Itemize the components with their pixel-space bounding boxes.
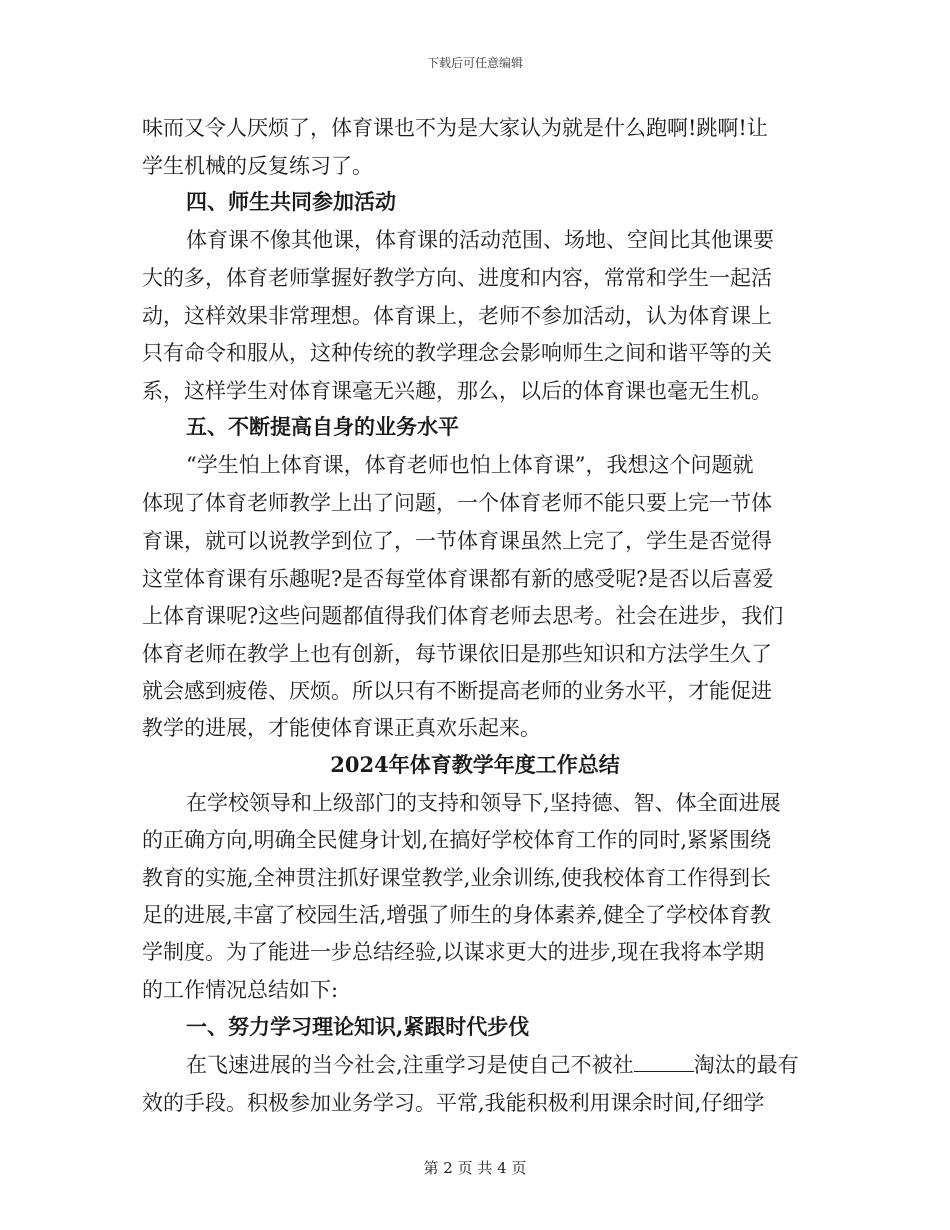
text-line: “学生怕上体育课，体育老师也怕上体育课”，我想这个问题就 bbox=[186, 453, 754, 477]
text-segment: 淘汰的最有 bbox=[693, 1053, 799, 1077]
section-heading: 五、不断提高自身的业务水平 bbox=[186, 414, 459, 439]
text-line: 教育的实施,全神贯注抓好课堂教学,业余训练,使我校体育工作得到长 bbox=[142, 866, 772, 890]
blank-underline bbox=[634, 1051, 694, 1072]
text-line: 大的多，体育老师掌握好教学方向、进度和内容，常常和学生一起活 bbox=[142, 266, 772, 290]
text-line bbox=[186, 1051, 856, 1079]
text-line: 上体育课呢?这些问题都值得我们体育老师去思考。社会在进步，我们 bbox=[142, 604, 784, 628]
text-line: 就会感到疲倦、厌烦。所以只有不断提高老师的业务水平，才能促进 bbox=[142, 679, 772, 703]
section-heading: 一、努力学习理论知识,紧跟时代步伐 bbox=[186, 1014, 530, 1039]
text-line: 的工作情况总结如下: bbox=[142, 978, 339, 1002]
document-title: 2024年体育教学年度工作总结 bbox=[330, 752, 620, 777]
text-line: 育课，就可以说教学到位了，一节体育课虽然上完了，学生是否觉得 bbox=[142, 529, 772, 553]
text-line: 体育老师在教学上也有创新，每节课依旧是那些知识和方法学生久了 bbox=[142, 642, 772, 666]
text-line: 足的进展,丰富了校园生活,增强了师生的身体素养,健全了学校体育教 bbox=[142, 903, 772, 927]
text-line: 这堂体育课有乐趣呢?是否每堂体育课都有新的感受呢?是否以后喜爱 bbox=[142, 567, 774, 591]
text-line: 味而又令人厌烦了，体育课也不为是大家认为就是什么跑啊!跳啊!让 bbox=[142, 116, 768, 140]
text-line: 的正确方向,明确全民健身计划,在搞好学校体育工作的同时,紧紧围绕 bbox=[142, 828, 772, 852]
text-segment: 在飞速进展的当今社会,注重学习是使自己不被社 bbox=[186, 1053, 634, 1077]
section-heading: 四、师生共同参加活动 bbox=[186, 189, 396, 214]
text-line: 系，这样学生对体育课毫无兴趣，那么，以后的体育课也毫无生机。 bbox=[142, 379, 772, 403]
text-line: 学生机械的反复练习了。 bbox=[142, 154, 373, 178]
text-line: 动，这样效果非常理想。体育课上，老师不参加活动，认为体育课上 bbox=[142, 304, 772, 328]
page-header: 下载后可任意编辑 bbox=[426, 56, 523, 70]
page-footer: 第 2 页 共 4 页 bbox=[423, 1159, 527, 1177]
text-line: 教学的进展，才能使体育课正真欢乐起来。 bbox=[142, 716, 541, 740]
text-line: 只有命令和服从，这种传统的教学理念会影响师生之间和谐平等的关 bbox=[142, 341, 772, 365]
text-line: 学制度。为了能进一步总结经验,以谋求更大的进步,现在我将本学期 bbox=[142, 940, 765, 964]
text-line: 体育课不像其他课，体育课的活动范围、场地、空间比其他课要 bbox=[186, 228, 774, 252]
text-line: 体现了体育老师教学上出了问题，一个体育老师不能只要上完一节体 bbox=[142, 491, 772, 515]
text-line: 在学校领导和上级部门的支持和领导下,坚持德、智、体全面进展 bbox=[186, 791, 781, 815]
text-line: 效的手段。积极参加业务学习。平常,我能积极利用课余时间,仔细学 bbox=[142, 1091, 765, 1115]
